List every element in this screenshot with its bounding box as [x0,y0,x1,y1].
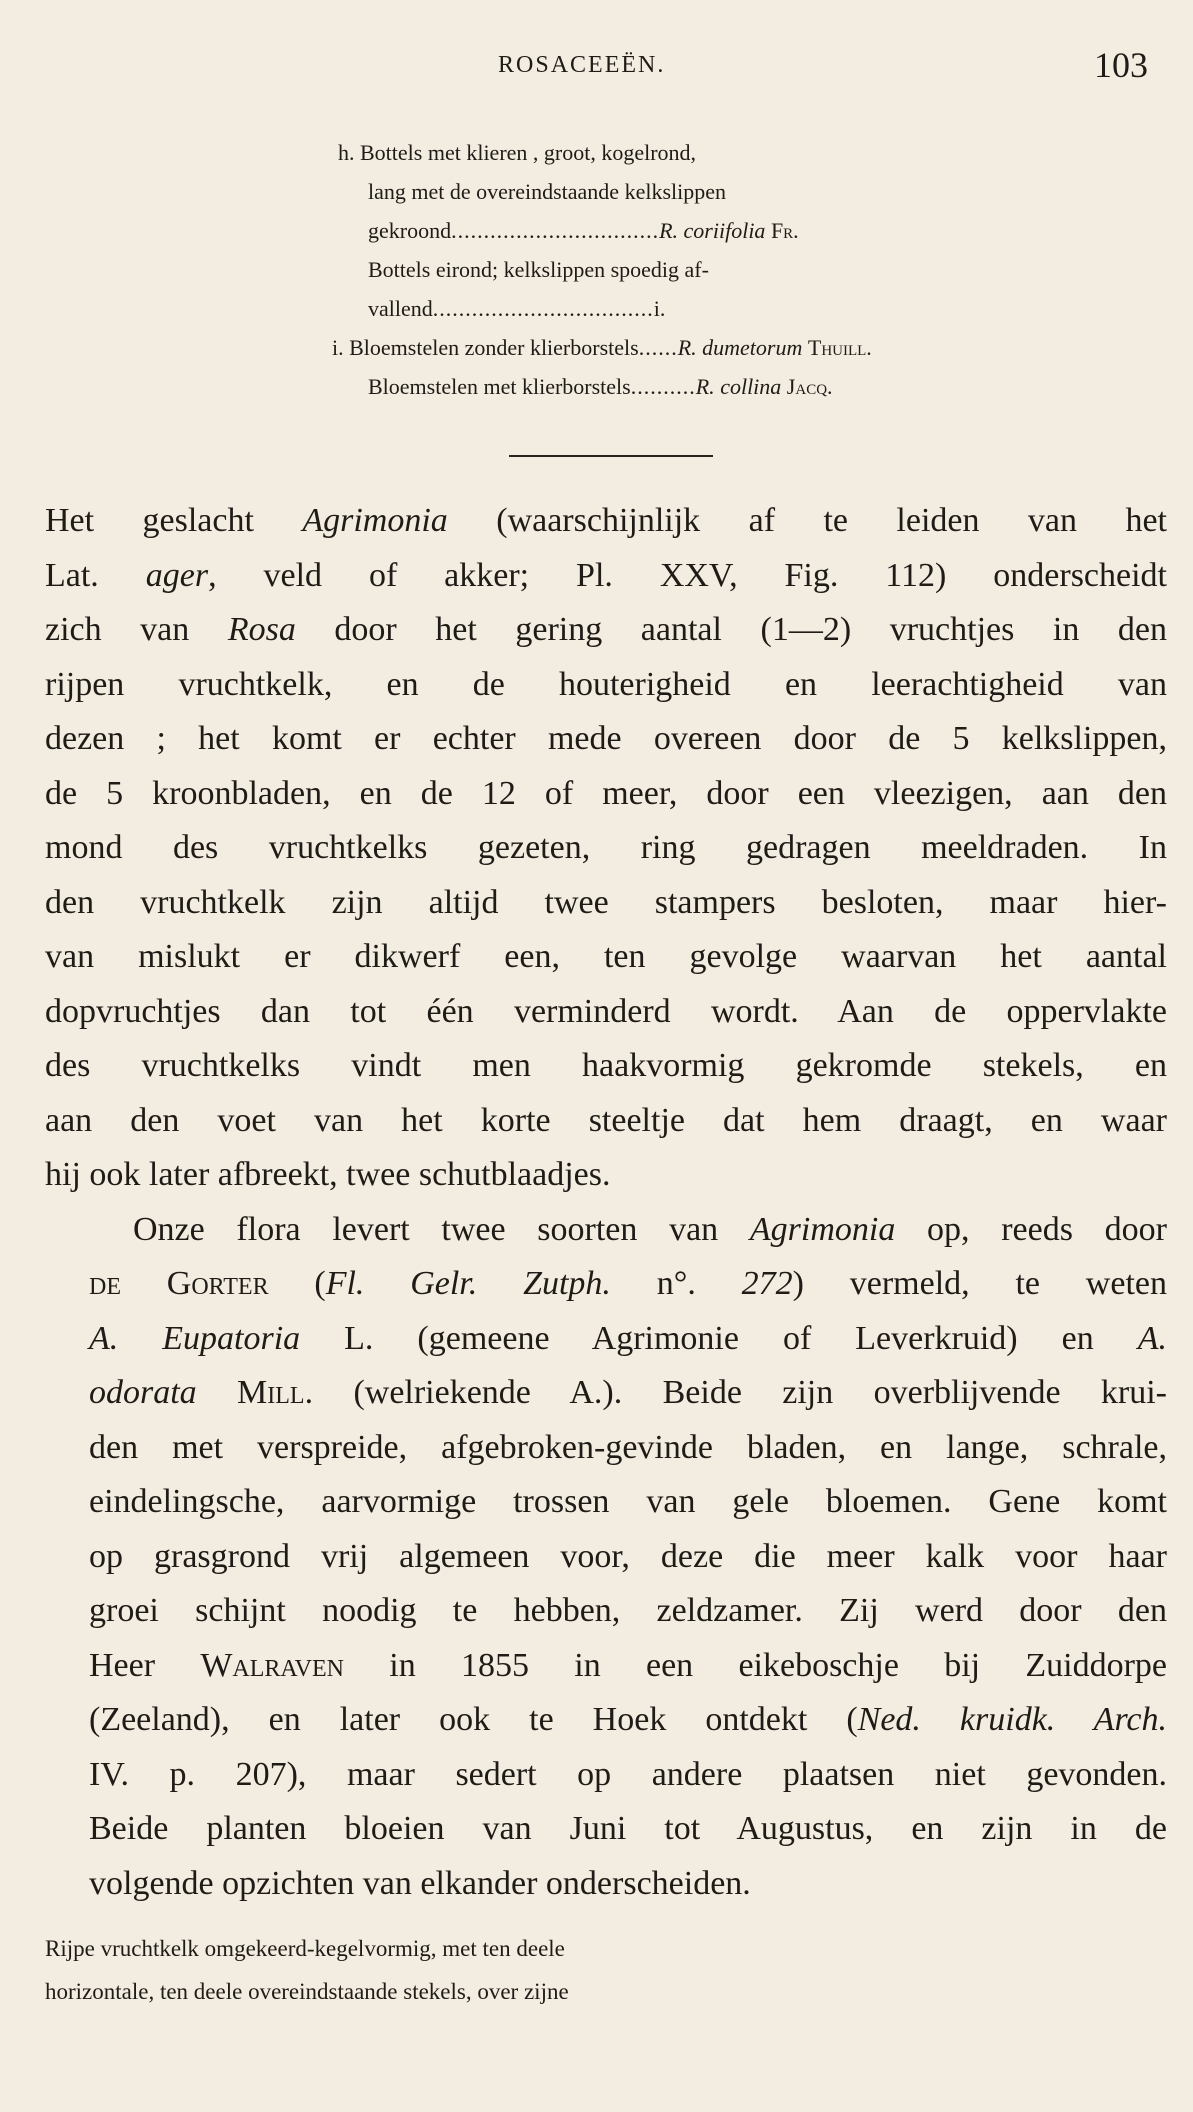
citation-title: Ned. kruidk. Arch. [857,1701,1168,1738]
species-name: dumetorum [702,335,803,360]
body-text [45,494,1167,1911]
citation-title: Fl. Gelr. Zutph. [325,1265,611,1302]
key-reference: i. [653,296,666,321]
leader-dots: .......... [630,374,696,399]
key-text: gekroond [368,218,452,243]
species-name: coriifolia [683,218,766,243]
text-line: den vruchtkelk zijn altijd twee stampers besloten, maar hier- [45,883,1167,921]
text-line: Rijpe vruchtkelk omgekeerd-kegelvormig, met ten deele [45,1936,565,1961]
text-line: Lat. ager, veld of akker; Pl. XXV, Fig. 112) onderscheidt [45,556,1168,594]
text-line: des vruchtkelks vindt men haakvormig gekromde stekels, en [45,1047,1167,1084]
paragraph-agrimonia-description [45,494,1167,1203]
text-line: groei schijnt noodig te hebben, zeldzamer. Zij werd door den [89,1592,1167,1629]
genus-abbrev: A. [1137,1319,1167,1357]
key-continuation [45,1927,895,2013]
text-line: Beide planten bloeien van Juni tot Augustus, en zijn in de [89,1810,1167,1847]
text-line: odorata Mill. (welriekende A.). Beide zijn overblijvende krui- [89,1374,1167,1411]
text-line: Heer Walraven in 1855 in een eikeboschje bij Zuiddorpe [89,1646,1167,1684]
text-line: (Zeeland), en later ook te Hoek ontdekt (Ned. kruidk. Arch. [89,1701,1168,1738]
text-line: A. Eupatoria L. (gemeene Agrimonie of Leverkruid) en A. [89,1319,1167,1357]
genus-abbrev: R. [659,218,679,243]
text-line: aan den voet van het korte steeltje dat hem draagt, en waar [45,1101,1167,1139]
genus-abbrev: R. [677,335,697,360]
text-line: Onze flora levert twee soorten van Agrimonia op, reeds door [133,1210,1167,1248]
text-line: dezen ; het komt er echter mede overeen door de 5 kelkslippen, [45,720,1167,757]
text-line: IV. p. 207), maar sedert op andere plaatsen niet gevonden. [89,1755,1167,1793]
key-text: Bottels eirond; kelkslippen spoedig af- [368,257,709,282]
genus-name: Agrimonia [749,1210,896,1248]
page-number: 103 [1094,45,1148,85]
text-line: Het geslacht Agrimonia (waarschijnlijk af te leiden van het [45,502,1167,539]
leader-dots: .................................. [432,296,654,321]
italic-term: Rosa [227,611,296,648]
italic-term: ager [145,556,209,594]
key-text: i. Bloemstelen zonder klierborstels [332,335,639,360]
text-line: van mislukt er dikwerf een, ten gevolge waarvan het aantal [45,938,1167,975]
text-line: dopvruchtjes dan tot één verminderd wordt. Aan de oppervlakte [45,992,1167,1030]
page-header [0,44,1193,94]
key-text: h. Bottels met klieren , groot, kogelrond, [338,140,697,165]
leader-dots: ................................ [451,218,660,243]
key-line [338,133,1118,172]
section-divider [509,455,713,457]
author-name: de Gorter [89,1265,269,1302]
text-line: den met verspreide, afgebroken-gevinde bladen, en lange, schrale, [89,1428,1167,1466]
key-text: lang met de overeindstaande kelkslippen [368,179,726,204]
species-name: odorata [89,1374,197,1411]
person-name: Walraven [200,1646,344,1684]
key-text: vallend [368,296,433,321]
species-name: collina [720,374,782,399]
key-line [338,250,1118,289]
key-line [338,367,1118,406]
key-line [338,172,1118,211]
text-line: volgende opzichten van elkander onderscheiden. [89,1864,751,1902]
key-line [338,211,1118,250]
author-name: Thuill. [807,335,872,360]
text-line: de Gorter (Fl. Gelr. Zutph. n°. 272) vermeld, te weten [89,1265,1167,1302]
key-text: Bloemstelen met klierborstels [368,374,631,399]
text-line: horizontale, ten deele overeindstaande stekels, over zijne [45,1979,569,2004]
paragraph-agrimonia-species [45,1203,1167,1912]
text-line: zich van Rosa door het gering aantal (1—2) vruchtjes in den [45,611,1167,648]
italic-term: Agrimonia [302,502,448,539]
author-name: Jacq. [786,374,833,399]
text-line: mond des vruchtkelks gezeten, ring gedragen meeldraden. In [45,829,1167,866]
key-line [332,328,1118,367]
author-name: Mill. [196,1374,314,1411]
text-line: hij ook later afbreekt, twee schutblaadjes. [45,1156,611,1193]
text-line: de 5 kroonbladen, en de 12 of meer, door een vleezigen, aan den [45,774,1167,812]
identification-key [332,133,1118,406]
author-name: Fr. [770,218,799,243]
text-line: rijpen vruchtkelk, en de houterigheid en leerachtigheid van [45,665,1167,703]
text-line: eindelingsche, aarvormige trossen van gele bloemen. Gene komt [89,1483,1167,1520]
leader-dots: ...... [638,335,678,360]
text-line: op grasgrond vrij algemeen voor, deze die meer kalk voor haar [89,1537,1167,1575]
key-line [338,289,1118,328]
running-title: ROSACEEËN. [498,52,666,78]
genus-abbrev: R. [695,374,715,399]
species-name: A. Eupatoria [89,1319,301,1357]
